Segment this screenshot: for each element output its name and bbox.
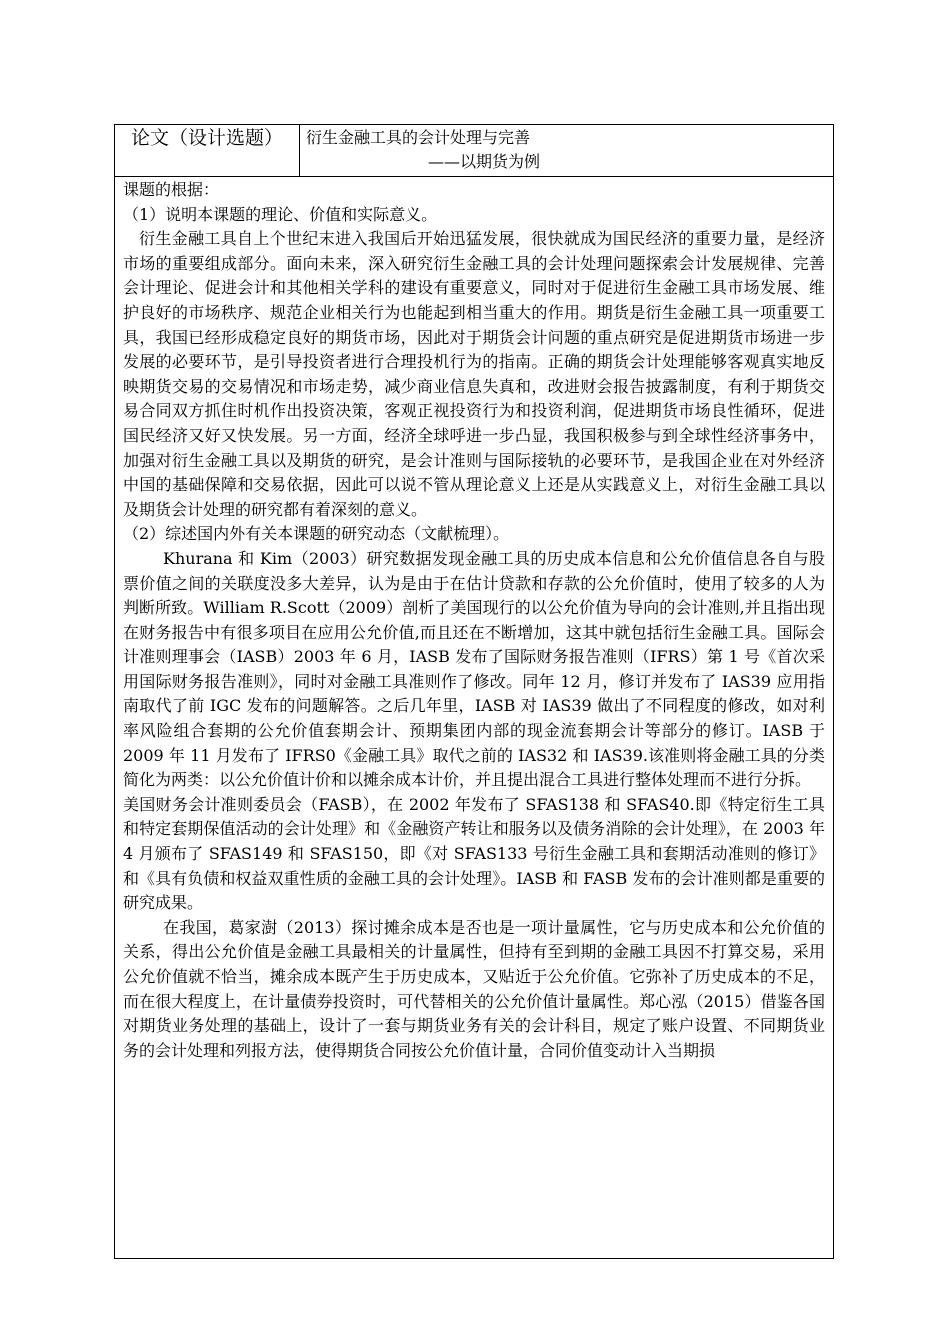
section1-paragraph: 衍生金融工具自上个世纪末进入我国后开始迅猛发展，很快就成为国民经济的重要力量，是经济市场的重要组成部分。面向未来，深入研究衍生金融工具的会计处理问题探索会计发展规律、完善会计理论、促进会计和其他相关学科的建设有重要意义，同时对于促进衍生金融工具市场发展、维护良好的市场秩序、规范企业相关行为也能起到相当重大的作用。期货是衍生金融工具一项重要工具，我国已经形成稳定良好的期货市场，因此对于期货会计问题的重点研究是促进期货市场进一步发展的必要环节，是引导投资者进行合理投机行为的指南。正确的期货会计处理能够客观真实地反映期货交易的交易情况和市场走势，减少商业信息失真和，改进财会报告披露制度，有利于期货交易合同双方抓住时机作出投资决策，客观正视投资行为和投资利润，促进期货市场良性循环，促进国民经济又好又快发展。另一方面，经济全球呼进一步凸显，我国积极参与到全球性经济事务中，加强对衍生金融工具以及期货的研究，是会计准则与国际接轨的必要环节，是我国企业在对外经济中国的基础保障和交易依据，因此可以说不管从理论意义上还是从实践意义上，对衍生金融工具以及期货会计处理的研究都有着深刻的意义。 <box>123 229 825 519</box>
title-label-cell <box>115 125 300 177</box>
section2-heading: （2）综述国内外有关本课题的研究动态（文献梳理）。 <box>123 524 510 544</box>
proposal-table <box>114 124 834 1259</box>
basis-heading: 课题的根据： <box>123 180 220 199</box>
title-label: 论文（设计选题） <box>130 127 283 149</box>
section2-paragraph-1: Khurana 和 Kim（2003）研究数据发现金融工具的历史成本信息和公允价值信息各自与股票价值之间的关联度没多大差异，认为是由于在估计贷款和存款的公允价值时，使用了较多的人为判断所致。William R.Scott（2009）剖析了美国现行的以公允价值为导向的会计准则,并且指出现在财务报告中有很多项目在应用公允价值,而且还在不断增加，这其中就包括衍生金融工具。国际会计准则理事会（IASB）2003 年 6 月，IASB 发布了国际财务报告准则（IFRS）第 1 号《首次采用国际财务报告准则》，同时对金融工具准则作了修改。同年 12 月，修订并发布了 IAS39 应用指南取代了前 IGC 发布的问题解答。之后几年里，IASB 对 IAS39 做出了不同程度的修改，如对利率风险组合套期的公允价值套期会计、预期集团内部的现金流套期会计等部分的修订。IASB 于 2009 年 11 月发布了 IFRS0《金融工具》取代之前的 IAS32 和 IAS39.该准则将金融工具的分类简化为两类：以公允价值计价和以摊余成本计价，并且提出混合工具进行整体处理而不进行分拆。 <box>123 548 825 790</box>
section2-paragraph-2: 美国财务会计准则委员会（FASB），在 2002 年发布了 SFAS138 和 SFAS40.即《特定衍生工具和特定套期保值活动的会计处理》和《金融资产转让和服务以及债务消除的会计处理》，在 2003 年 4 月颁布了 SFAS149 和 SFAS150，即《对 SFAS133 号衍生金融工具和套期活动准则的修订》和《具有负债和权益双重性质的金融工具的会计处理》。IASB 和 FASB 发布的会计准则都是重要的研究成果。 <box>123 794 825 913</box>
section1-heading: （1）说明本课题的理论、价值和实际意义。 <box>123 204 438 224</box>
title-row <box>115 125 834 177</box>
thesis-title: 衍生金融工具的会计处理与完善 <box>306 128 531 147</box>
thesis-subtitle: ——以期货为例 <box>428 152 541 171</box>
title-value-cell <box>300 125 834 177</box>
body-cell <box>115 177 834 1259</box>
section2-paragraph-3: 在我国，葛家澍（2013）探讨摊余成本是否也是一项计量属性，它与历史成本和公允价值的关系，得出公允价值是金融工具最相关的计量属性，但持有至到期的金融工具因不打算交易，采用公允价值就不恰当，摊余成本既产生于历史成本，又贴近于公允价值。它弥补了历史成本的不足，而在很大程度上，在计量债券投资时，可代替相关的公允价值计量属性。郑心泓（2015）借鉴各国对期货业务处理的基础上，设计了一套与期货业务有关的会计科目，规定了账户设置、不同期货业务的会计处理和列报方法，使得期货合同按公允价值计量，合同价值变动计入当期损 <box>123 917 825 1060</box>
body-row <box>115 177 834 1259</box>
